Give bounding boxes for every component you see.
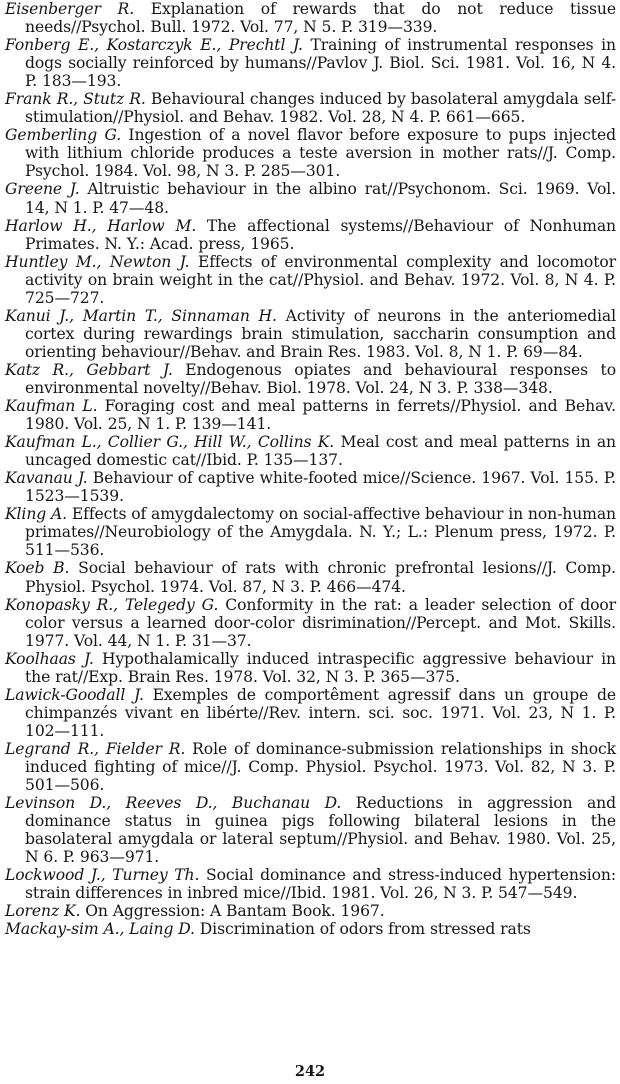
reference-list <box>5 0 616 938</box>
reference-authors: Lockwood J., Turney Th. <box>5 866 200 885</box>
reference-entry <box>5 217 616 253</box>
reference-text: Role of dominance-submission relationships in shock induced fighting of mice//J. Comp. Physiol. Psychol. 1973. Vol. 82, N 3. P. 501—506. <box>25 739 616 795</box>
reference-entry <box>5 397 616 433</box>
reference-entry <box>5 650 616 686</box>
reference-authors: Huntley M., Newton J. <box>5 252 190 271</box>
reference-text: Behaviour of captive white-footed mice//Science. 1967. Vol. 155. P. 1523—1539. <box>25 469 616 506</box>
reference-text: Reductions in aggression and dominance status in guinea pigs following bilateral lesions in the basolateral amygdala or lateral septum//Physiol. and Behav. 1980. Vol. 25, N 6. P. 963—971. <box>25 794 616 867</box>
reference-entry <box>5 686 616 740</box>
reference-authors: Harlow H., Harlow M. <box>5 216 197 235</box>
reference-authors: Kaufman L., Collier G., Hill W., Collins K. <box>5 433 335 452</box>
reference-text: Meal cost and meal patterns in an uncaged domestic cat//Ibid. P. 135—137. <box>25 433 616 470</box>
reference-authors: Kaufman L. <box>5 397 98 416</box>
reference-entry <box>5 253 616 307</box>
reference-text: The affectional systems//Behaviour of Nonhuman Primates. N. Y.: Acad. press, 1965. <box>25 216 616 253</box>
reference-entry <box>5 126 616 180</box>
reference-entry <box>5 866 616 902</box>
reference-text: Ingestion of a novel flavor before exposure to pups injected with lithium chloride produces a teste aversion in mother rats//J. Comp. Psychol. 1984. Vol. 98, N 3. P. 285—301. <box>25 126 616 181</box>
page-number: 242 <box>294 1063 326 1080</box>
reference-text: Social behaviour of rats with chronic prefrontal lesions//J. Comp. Physiol. Psychol. 1974. Vol. 87, N 3. P. 466—474. <box>25 559 616 596</box>
reference-authors: Eisenberger R. <box>5 0 135 18</box>
reference-authors: Koeb B. <box>5 559 70 578</box>
reference-authors: Greene J. <box>5 180 80 199</box>
reference-text: Conformity in the rat: a leader selection of door color versus a learned door-color disrimination//Percept. and Mot. Skills. 1977. Vol. 44, N 1. P. 31—37. <box>25 595 617 650</box>
reference-text: On Aggression: A Bantam Book. 1967. <box>80 902 385 921</box>
reference-authors: Katz R., Gebbart J. <box>5 360 173 379</box>
reference-entry <box>5 36 616 90</box>
reference-entry <box>5 0 616 36</box>
reference-authors: Gemberling G. <box>5 126 122 145</box>
reference-authors: Levinson D., Reeves D., Buchanau D. <box>5 794 342 813</box>
reference-text: Foraging cost and meal patterns in ferrets//Physiol. and Behav. 1980. Vol. 25, N 1. P. 139—141. <box>25 397 616 434</box>
reference-text: Activity of neurons in the anteriomedial cortex during rewardings brain stimulation, saccharin consumption and orienting behaviour//Behav. and Brain Res. 1983. Vol. 8, N 1. P. 69—84. <box>25 306 616 361</box>
reference-entry <box>5 90 616 126</box>
reference-authors: Fonberg E., Kostarczyk E., Prechtl J. <box>5 36 303 55</box>
reference-text: Explanation of rewards that do not reduce tissue needs//Psychol. Bull. 1972. Vol. 77, N 5. P. 319—339. <box>25 0 616 37</box>
reference-authors: Mackay-sim A., Laing D. <box>5 920 195 939</box>
reference-text: Social dominance and stress-induced hypertension: strain differences in inbred mice//Ibid. 1981. Vol. 26, N 3. P. 547—549. <box>25 866 616 903</box>
reference-authors: Lawick-Goodall J. <box>5 685 144 704</box>
reference-page <box>5 0 616 938</box>
reference-text: Training of instrumental responses in dogs socially reinforced by humans//Pavlov J. Biol. Sci. 1981. Vol. 16, N 4. P. 183—193. <box>25 36 616 91</box>
reference-text: Endogenous opiates and behavioural responses to environmental novelty//Behav. Biol. 1978. Vol. 24, N 3. P. 338—348. <box>25 360 617 397</box>
reference-authors: Konopasky R., Telegedy G. <box>5 595 219 614</box>
reference-authors: Legrand R., Fielder R. <box>5 739 186 758</box>
reference-authors: Kling A. <box>5 505 68 524</box>
reference-authors: Lorenz K. <box>5 902 81 921</box>
reference-authors: Kanui J., Martin T., Sinnaman H. <box>5 306 277 325</box>
reference-entry <box>5 307 616 361</box>
reference-text: Effects of environmental complexity and locomotor activity on brain weight in the cat//Physiol. and Behav. 1972. Vol. 8, N 4. P. 725—727. <box>25 252 616 307</box>
reference-authors: Frank R., Stutz R. <box>5 90 146 109</box>
reference-entry <box>5 740 616 794</box>
reference-authors: Koolhaas J. <box>5 649 94 668</box>
reference-entry <box>5 794 616 866</box>
reference-text: Discrimination of odors from stressed rats <box>194 920 531 939</box>
reference-entry <box>5 559 616 595</box>
reference-text: Effects of amygdalectomy on social-affective behaviour in non-human primates//Neurobiology of the Amygdala. N. Y.; L.: Plenum press, 1972. P. 511—536. <box>25 505 616 560</box>
reference-entry <box>5 505 616 559</box>
reference-entry <box>5 469 616 505</box>
reference-entry <box>5 433 616 469</box>
reference-entry <box>5 180 616 216</box>
reference-authors: Kavanau J. <box>5 469 88 488</box>
reference-text: Altruistic behaviour in the albino rat//Psychonom. Sci. 1969. Vol. 14, N 1. P. 47—48. <box>25 180 616 217</box>
reference-entry <box>5 920 616 938</box>
reference-text: Behavioural changes induced by basolateral amygdala self-stimulation//Physiol. and Behav. 1982. Vol. 28, N 4. P. 661—665. <box>25 90 617 127</box>
reference-text: Exemples de comportêment agressif dans un groupe de chimpanzés vivant en libérte//Rev. intern. sci. soc. 1971. Vol. 23, N 1. P. 102—111. <box>25 685 616 740</box>
reference-entry <box>5 902 616 920</box>
reference-entry <box>5 596 616 650</box>
reference-text: Hypothalamically induced intraspecific aggressive behaviour in the rat//Exp. Brain Res. 1978. Vol. 32, N 3. P. 365—375. <box>25 649 616 686</box>
reference-entry <box>5 361 616 397</box>
